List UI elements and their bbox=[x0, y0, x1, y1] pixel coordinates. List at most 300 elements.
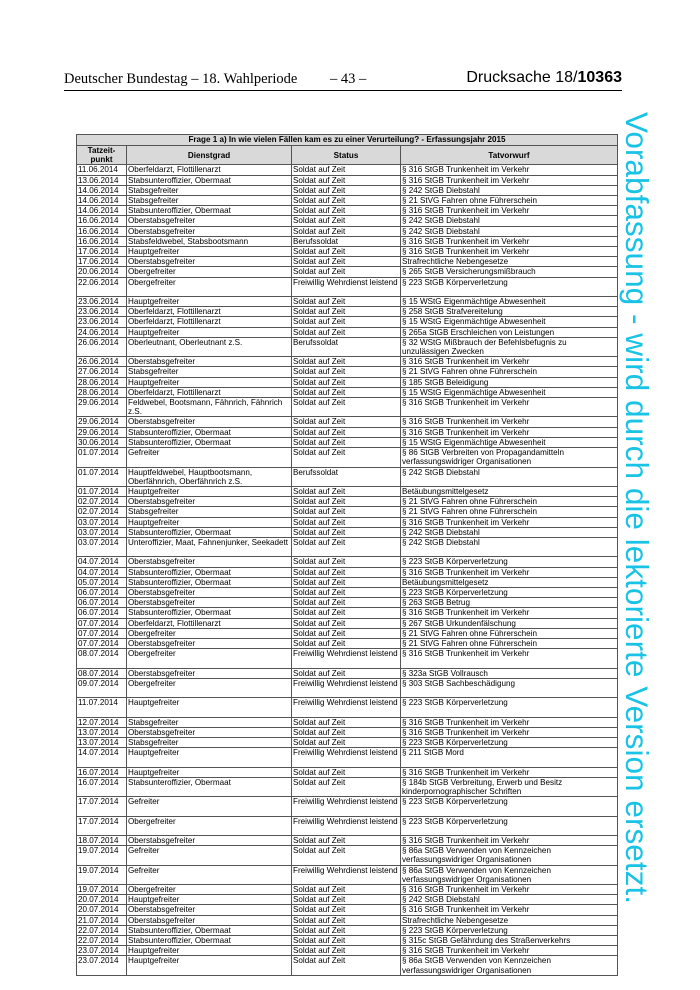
cell-offense: § 21 StVG Fahren ohne Führerschein bbox=[401, 638, 618, 648]
table-row bbox=[77, 486, 618, 496]
cell-rank: Obergefreiter bbox=[127, 649, 292, 668]
cell-rank: Hauptgefreiter bbox=[127, 327, 292, 337]
table-row bbox=[77, 956, 618, 975]
cell-offense: § 242 StGB Diebstahl bbox=[401, 467, 618, 486]
cell-date: 17.06.2014 bbox=[77, 247, 127, 257]
cell-offense: § 316 StGB Trunkenheit im Verkehr bbox=[401, 175, 618, 185]
cell-status: Soldat auf Zeit bbox=[292, 517, 401, 527]
header-left: Deutscher Bundestag – 18. Wahlperiode bbox=[64, 71, 298, 87]
cell-rank: Hauptgefreiter bbox=[127, 297, 292, 307]
table-row bbox=[77, 337, 618, 356]
cell-status: Freiwillig Wehrdienst leistend bbox=[292, 277, 401, 296]
cell-offense: § 242 StGB Diebstahl bbox=[401, 895, 618, 905]
cell-date: 05.07.2014 bbox=[77, 577, 127, 587]
cell-status: Soldat auf Zeit bbox=[292, 846, 401, 865]
cell-date: 16.06.2014 bbox=[77, 226, 127, 236]
cell-rank: Hauptgefreiter bbox=[127, 767, 292, 777]
table-row bbox=[77, 537, 618, 556]
cell-status: Freiwillig Wehrdienst leistend bbox=[292, 698, 401, 717]
cell-status: Soldat auf Zeit bbox=[292, 577, 401, 587]
cell-status: Soldat auf Zeit bbox=[292, 185, 401, 195]
cell-status: Soldat auf Zeit bbox=[292, 327, 401, 337]
table-row bbox=[77, 608, 618, 618]
cell-status: Freiwillig Wehrdienst leistend bbox=[292, 816, 401, 835]
cell-status: Soldat auf Zeit bbox=[292, 497, 401, 507]
table-row bbox=[77, 717, 618, 727]
table-row bbox=[77, 567, 618, 577]
cell-date: 22.06.2014 bbox=[77, 277, 127, 296]
cell-status: Berufssoldat bbox=[292, 236, 401, 246]
cell-rank: Hauptgefreiter bbox=[127, 956, 292, 975]
table-row bbox=[77, 196, 618, 206]
table-body bbox=[77, 165, 618, 975]
cell-date: 17.07.2014 bbox=[77, 797, 127, 816]
cell-status: Soldat auf Zeit bbox=[292, 717, 401, 727]
cell-date: 28.06.2014 bbox=[77, 387, 127, 397]
cell-rank: Stabsunteroffizier, Obermaat bbox=[127, 437, 292, 447]
cell-date: 07.07.2014 bbox=[77, 618, 127, 628]
table-row bbox=[77, 638, 618, 648]
cell-status: Soldat auf Zeit bbox=[292, 587, 401, 597]
cell-status: Soldat auf Zeit bbox=[292, 925, 401, 935]
cell-offense: § 86a StGB Verwenden von Kennzeichen verfassungswidriger Organisationen bbox=[401, 956, 618, 975]
cell-offense: § 316 StGB Trunkenheit im Verkehr bbox=[401, 649, 618, 668]
cell-date: 16.07.2014 bbox=[77, 777, 127, 796]
cell-offense: § 242 StGB Diebstahl bbox=[401, 527, 618, 537]
cell-offense: § 265 StGB Versicherungsmißbrauch bbox=[401, 267, 618, 277]
table-row bbox=[77, 377, 618, 387]
cell-offense: § 86a StGB Verwenden von Kennzeichen verfassungswidriger Organisationen bbox=[401, 846, 618, 865]
cell-rank: Stabsunteroffizier, Obermaat bbox=[127, 777, 292, 796]
cell-date: 28.06.2014 bbox=[77, 377, 127, 387]
table-row bbox=[77, 398, 618, 417]
cell-status: Soldat auf Zeit bbox=[292, 486, 401, 496]
cell-rank: Stabsunteroffizier, Obermaat bbox=[127, 577, 292, 587]
cell-status: Soldat auf Zeit bbox=[292, 628, 401, 638]
cell-status: Soldat auf Zeit bbox=[292, 537, 401, 556]
cell-offense: § 21 StVG Fahren ohne Führerschein bbox=[401, 367, 618, 377]
cell-status: Soldat auf Zeit bbox=[292, 387, 401, 397]
cell-rank: Stabsgefreiter bbox=[127, 367, 292, 377]
cell-rank: Oberstabsgefreiter bbox=[127, 638, 292, 648]
doc-period: 18/ bbox=[555, 69, 578, 86]
cell-date: 11.07.2014 bbox=[77, 698, 127, 717]
cell-rank: Oberstabsgefreiter bbox=[127, 915, 292, 925]
table-row bbox=[77, 925, 618, 935]
cell-offense: Strafrechtliche Nebengesetze bbox=[401, 257, 618, 267]
table-row bbox=[77, 226, 618, 236]
cell-offense: § 21 StVG Fahren ohne Führerschein bbox=[401, 497, 618, 507]
cell-offense: § 316 StGB Trunkenheit im Verkehr bbox=[401, 608, 618, 618]
table-row bbox=[77, 628, 618, 638]
table-row bbox=[77, 946, 618, 956]
cell-status: Soldat auf Zeit bbox=[292, 885, 401, 895]
cell-offense: § 316 StGB Trunkenheit im Verkehr bbox=[401, 836, 618, 846]
cell-offense: § 223 StGB Körperverletzung bbox=[401, 587, 618, 597]
cell-status: Soldat auf Zeit bbox=[292, 175, 401, 185]
cell-offense: § 316 StGB Trunkenheit im Verkehr bbox=[401, 905, 618, 915]
table-row bbox=[77, 236, 618, 246]
doc-number-bold: 10363 bbox=[577, 69, 622, 86]
cell-date: 13.07.2014 bbox=[77, 727, 127, 737]
cell-offense: § 15 WStG Eigenmächtige Abwesenheit bbox=[401, 317, 618, 327]
cell-status: Soldat auf Zeit bbox=[292, 956, 401, 975]
document-number bbox=[466, 69, 622, 87]
watermark-text: Vorabfassung - wird durch die lektorierte Version ersetzt. bbox=[619, 112, 655, 902]
cell-rank: Hauptgefreiter bbox=[127, 895, 292, 905]
cell-rank: Hauptgefreiter bbox=[127, 698, 292, 717]
cell-rank: Hauptgefreiter bbox=[127, 748, 292, 767]
col-header-offense: Tatvorwurf bbox=[401, 146, 618, 165]
cell-rank: Stabsunteroffizier, Obermaat bbox=[127, 206, 292, 216]
cell-date: 01.07.2014 bbox=[77, 467, 127, 486]
cell-offense: § 242 StGB Diebstahl bbox=[401, 216, 618, 226]
cell-date: 11.06.2014 bbox=[77, 165, 127, 175]
cell-offense: § 242 StGB Diebstahl bbox=[401, 537, 618, 556]
cell-date: 23.07.2014 bbox=[77, 956, 127, 975]
cell-offense: § 315c StGB Gefährdung des Straßenverkehrs bbox=[401, 936, 618, 946]
cell-rank: Oberstabsgefreiter bbox=[127, 216, 292, 226]
cell-date: 19.07.2014 bbox=[77, 865, 127, 884]
cell-status: Soldat auf Zeit bbox=[292, 398, 401, 417]
cell-status: Soldat auf Zeit bbox=[292, 767, 401, 777]
cell-status: Soldat auf Zeit bbox=[292, 377, 401, 387]
table-row bbox=[77, 895, 618, 905]
cell-offense: § 15 WStG Eigenmächtige Abwesenheit bbox=[401, 297, 618, 307]
cell-date: 29.06.2014 bbox=[77, 398, 127, 417]
cell-date: 01.07.2014 bbox=[77, 448, 127, 467]
cell-date: 03.07.2014 bbox=[77, 527, 127, 537]
cell-offense: § 316 StGB Trunkenheit im Verkehr bbox=[401, 206, 618, 216]
table-row bbox=[77, 557, 618, 567]
cell-status: Soldat auf Zeit bbox=[292, 257, 401, 267]
cell-status: Berufssoldat bbox=[292, 337, 401, 356]
cell-date: 17.06.2014 bbox=[77, 257, 127, 267]
table-row bbox=[77, 797, 618, 816]
cell-rank: Stabsgefreiter bbox=[127, 717, 292, 727]
cell-date: 20.06.2014 bbox=[77, 267, 127, 277]
table-row bbox=[77, 497, 618, 507]
table-row bbox=[77, 307, 618, 317]
cell-offense: § 316 StGB Trunkenheit im Verkehr bbox=[401, 247, 618, 257]
table-row bbox=[77, 649, 618, 668]
cell-date: 23.06.2014 bbox=[77, 307, 127, 317]
cell-offense: § 316 StGB Trunkenheit im Verkehr bbox=[401, 427, 618, 437]
cell-date: 22.07.2014 bbox=[77, 925, 127, 935]
cell-rank: Hauptgefreiter bbox=[127, 946, 292, 956]
page-number: – 43 – bbox=[330, 71, 367, 87]
table-row bbox=[77, 257, 618, 267]
table-row bbox=[77, 527, 618, 537]
cell-offense: § 316 StGB Trunkenheit im Verkehr bbox=[401, 946, 618, 956]
cell-rank: Hauptgefreiter bbox=[127, 247, 292, 257]
table-row bbox=[77, 846, 618, 865]
cell-status: Soldat auf Zeit bbox=[292, 226, 401, 236]
cell-offense: § 223 StGB Körperverletzung bbox=[401, 816, 618, 835]
cell-date: 27.06.2014 bbox=[77, 367, 127, 377]
cell-rank: Oberstabsgefreiter bbox=[127, 497, 292, 507]
cell-offense: § 185 StGB Beleidigung bbox=[401, 377, 618, 387]
cell-offense: § 21 StVG Fahren ohne Führerschein bbox=[401, 628, 618, 638]
cell-date: 08.07.2014 bbox=[77, 668, 127, 678]
cell-date: 20.07.2014 bbox=[77, 895, 127, 905]
table-row bbox=[77, 598, 618, 608]
cell-offense: § 265a StGB Erschleichen von Leistungen bbox=[401, 327, 618, 337]
cell-rank: Oberleutnant, Oberleutnant z.S. bbox=[127, 337, 292, 356]
cell-date: 02.07.2014 bbox=[77, 497, 127, 507]
cell-date: 04.07.2014 bbox=[77, 567, 127, 577]
cell-rank: Oberstabsgefreiter bbox=[127, 836, 292, 846]
table-row bbox=[77, 206, 618, 216]
cell-rank: Oberstabsgefreiter bbox=[127, 226, 292, 236]
cell-offense: Strafrechtliche Nebengesetze bbox=[401, 915, 618, 925]
cell-status: Soldat auf Zeit bbox=[292, 608, 401, 618]
cell-status: Soldat auf Zeit bbox=[292, 567, 401, 577]
cell-date: 24.06.2014 bbox=[77, 327, 127, 337]
cell-status: Soldat auf Zeit bbox=[292, 307, 401, 317]
cell-date: 29.06.2014 bbox=[77, 427, 127, 437]
table-row bbox=[77, 165, 618, 175]
table-row bbox=[77, 618, 618, 628]
col-header-rank: Dienstgrad bbox=[127, 146, 292, 165]
cell-offense: § 211 StGB Mord bbox=[401, 748, 618, 767]
cell-rank: Oberstabsgefreiter bbox=[127, 357, 292, 367]
cell-rank: Stabsunteroffizier, Obermaat bbox=[127, 527, 292, 537]
cell-date: 19.07.2014 bbox=[77, 885, 127, 895]
cell-offense: § 21 StVG Fahren ohne Führerschein bbox=[401, 507, 618, 517]
cell-status: Soldat auf Zeit bbox=[292, 638, 401, 648]
table-row bbox=[77, 936, 618, 946]
cell-rank: Stabsgefreiter bbox=[127, 737, 292, 747]
table-row bbox=[77, 816, 618, 835]
cell-rank: Oberstabsgefreiter bbox=[127, 727, 292, 737]
cell-offense: § 316 StGB Trunkenheit im Verkehr bbox=[401, 767, 618, 777]
table-row bbox=[77, 437, 618, 447]
cell-offense: § 303 StGB Sachbeschädigung bbox=[401, 678, 618, 697]
table-row bbox=[77, 678, 618, 697]
cell-offense: § 316 StGB Trunkenheit im Verkehr bbox=[401, 398, 618, 417]
cell-status: Soldat auf Zeit bbox=[292, 437, 401, 447]
cell-date: 29.06.2014 bbox=[77, 417, 127, 427]
cell-date: 03.07.2014 bbox=[77, 517, 127, 527]
cell-date: 13.07.2014 bbox=[77, 737, 127, 747]
cell-rank: Oberstabsgefreiter bbox=[127, 668, 292, 678]
cell-offense: § 223 StGB Körperverletzung bbox=[401, 737, 618, 747]
cell-rank: Hauptgefreiter bbox=[127, 517, 292, 527]
cell-offense: § 316 StGB Trunkenheit im Verkehr bbox=[401, 517, 618, 527]
table-row bbox=[77, 737, 618, 747]
cell-rank: Obergefreiter bbox=[127, 816, 292, 835]
table-row bbox=[77, 357, 618, 367]
table-row bbox=[77, 277, 618, 296]
table-row bbox=[77, 577, 618, 587]
cell-offense: § 15 WStG Eigenmächtige Abwesenheit bbox=[401, 437, 618, 447]
cell-status: Soldat auf Zeit bbox=[292, 598, 401, 608]
cell-rank: Stabsunteroffizier, Obermaat bbox=[127, 427, 292, 437]
cell-status: Soldat auf Zeit bbox=[292, 905, 401, 915]
cell-rank: Stabsunteroffizier, Obermaat bbox=[127, 175, 292, 185]
table-row bbox=[77, 865, 618, 884]
cell-date: 20.07.2014 bbox=[77, 905, 127, 915]
cell-rank: Oberstabsgefreiter bbox=[127, 587, 292, 597]
cell-status: Soldat auf Zeit bbox=[292, 206, 401, 216]
cell-date: 22.07.2014 bbox=[77, 936, 127, 946]
col-header-date: Tatzeit-punkt bbox=[77, 146, 127, 165]
cell-offense: § 323a StGB Vollrausch bbox=[401, 668, 618, 678]
table-row bbox=[77, 507, 618, 517]
cell-offense: § 316 StGB Trunkenheit im Verkehr bbox=[401, 236, 618, 246]
cell-date: 13.06.2014 bbox=[77, 175, 127, 185]
cell-status: Freiwillig Wehrdienst leistend bbox=[292, 678, 401, 697]
cell-offense: § 316 StGB Trunkenheit im Verkehr bbox=[401, 417, 618, 427]
cell-offense: § 316 StGB Trunkenheit im Verkehr bbox=[401, 717, 618, 727]
cell-offense: § 32 WStG Mißbrauch der Befehlsbefugnis zu unzulässigen Zwecken bbox=[401, 337, 618, 356]
cell-rank: Obergefreiter bbox=[127, 267, 292, 277]
cell-rank: Stabsunteroffizier, Obermaat bbox=[127, 925, 292, 935]
cell-rank: Oberfeldarzt, Flottillenarzt bbox=[127, 307, 292, 317]
cell-offense: § 316 StGB Trunkenheit im Verkehr bbox=[401, 357, 618, 367]
cell-offense: § 223 StGB Körperverletzung bbox=[401, 698, 618, 717]
cell-date: 14.07.2014 bbox=[77, 748, 127, 767]
table-row bbox=[77, 517, 618, 527]
table-row bbox=[77, 267, 618, 277]
table-row bbox=[77, 885, 618, 895]
table-row bbox=[77, 247, 618, 257]
cell-date: 07.07.2014 bbox=[77, 628, 127, 638]
cell-rank: Stabsgefreiter bbox=[127, 196, 292, 206]
table-row bbox=[77, 767, 618, 777]
cell-offense: § 223 StGB Körperverletzung bbox=[401, 557, 618, 567]
table-row bbox=[77, 387, 618, 397]
cell-date: 30.06.2014 bbox=[77, 437, 127, 447]
cell-date: 19.07.2014 bbox=[77, 846, 127, 865]
cell-offense: § 15 WStG Eigenmächtige Abwesenheit bbox=[401, 387, 618, 397]
cell-offense: Betäubungsmittelgesetz bbox=[401, 577, 618, 587]
table-row bbox=[77, 727, 618, 737]
cell-status: Soldat auf Zeit bbox=[292, 527, 401, 537]
cell-rank: Hauptgefreiter bbox=[127, 377, 292, 387]
cell-rank: Gefreiter bbox=[127, 448, 292, 467]
cell-status: Soldat auf Zeit bbox=[292, 618, 401, 628]
cell-status: Soldat auf Zeit bbox=[292, 836, 401, 846]
cell-status: Soldat auf Zeit bbox=[292, 357, 401, 367]
cell-rank: Gefreiter bbox=[127, 865, 292, 884]
cell-date: 04.07.2014 bbox=[77, 557, 127, 567]
cell-date: 07.07.2014 bbox=[77, 638, 127, 648]
cell-status: Soldat auf Zeit bbox=[292, 936, 401, 946]
table-row bbox=[77, 216, 618, 226]
cell-status: Berufssoldat bbox=[292, 467, 401, 486]
table-row bbox=[77, 367, 618, 377]
cell-offense: § 223 StGB Körperverletzung bbox=[401, 797, 618, 816]
table-row bbox=[77, 668, 618, 678]
cell-offense: Betäubungsmittelgesetz bbox=[401, 486, 618, 496]
cell-status: Soldat auf Zeit bbox=[292, 216, 401, 226]
cell-date: 16.07.2014 bbox=[77, 767, 127, 777]
cell-date: 17.07.2014 bbox=[77, 816, 127, 835]
table-row bbox=[77, 698, 618, 717]
cell-offense: § 316 StGB Trunkenheit im Verkehr bbox=[401, 165, 618, 175]
cell-status: Soldat auf Zeit bbox=[292, 777, 401, 796]
cell-rank: Oberfeldarzt, Flottillenarzt bbox=[127, 387, 292, 397]
cell-offense: § 316 StGB Trunkenheit im Verkehr bbox=[401, 567, 618, 577]
cell-date: 06.07.2014 bbox=[77, 608, 127, 618]
table-row bbox=[77, 417, 618, 427]
cell-offense: § 267 StGB Urkundenfälschung bbox=[401, 618, 618, 628]
cell-status: Soldat auf Zeit bbox=[292, 557, 401, 567]
cell-status: Soldat auf Zeit bbox=[292, 727, 401, 737]
cell-status: Soldat auf Zeit bbox=[292, 196, 401, 206]
cell-status: Freiwillig Wehrdienst leistend bbox=[292, 797, 401, 816]
cell-date: 16.06.2014 bbox=[77, 236, 127, 246]
cell-status: Soldat auf Zeit bbox=[292, 317, 401, 327]
cell-offense: § 242 StGB Diebstahl bbox=[401, 185, 618, 195]
cell-offense: § 316 StGB Trunkenheit im Verkehr bbox=[401, 727, 618, 737]
cell-status: Soldat auf Zeit bbox=[292, 247, 401, 257]
cell-rank: Unteroffizier, Maat, Fahnenjunker, Seekadett bbox=[127, 537, 292, 556]
cell-offense: § 21 StVG Fahren ohne Führerschein bbox=[401, 196, 618, 206]
cell-rank: Feldwebel, Bootsmann, Fähnrich, Fähnrich z.S. bbox=[127, 398, 292, 417]
cell-status: Soldat auf Zeit bbox=[292, 297, 401, 307]
table-row bbox=[77, 587, 618, 597]
col-header-status: Status bbox=[292, 146, 401, 165]
cell-offense: § 223 StGB Körperverletzung bbox=[401, 925, 618, 935]
cell-status: Soldat auf Zeit bbox=[292, 668, 401, 678]
cell-offense: § 263 StGB Betrug bbox=[401, 598, 618, 608]
cell-rank: Stabsunteroffizier, Obermaat bbox=[127, 936, 292, 946]
cell-rank: Obergefreiter bbox=[127, 628, 292, 638]
cell-date: 06.07.2014 bbox=[77, 598, 127, 608]
cell-offense: § 258 StGB Strafvereitelung bbox=[401, 307, 618, 317]
cell-status: Soldat auf Zeit bbox=[292, 427, 401, 437]
cell-status: Soldat auf Zeit bbox=[292, 417, 401, 427]
cell-date: 26.06.2014 bbox=[77, 357, 127, 367]
cell-offense: § 184b StGB Verbreitung, Erwerb und Besitz kinderpornographischer Schriften bbox=[401, 777, 618, 796]
cell-date: 21.07.2014 bbox=[77, 915, 127, 925]
table-title: Frage 1 a) In wie vielen Fällen kam es zu einer Verurteilung? - Erfassungsjahr 2015 bbox=[77, 135, 618, 146]
table-row bbox=[77, 915, 618, 925]
cell-rank: Gefreiter bbox=[127, 846, 292, 865]
cell-rank: Obergefreiter bbox=[127, 885, 292, 895]
cell-date: 16.06.2014 bbox=[77, 216, 127, 226]
conviction-table bbox=[76, 134, 618, 976]
cell-date: 23.06.2014 bbox=[77, 297, 127, 307]
cell-status: Freiwillig Wehrdienst leistend bbox=[292, 649, 401, 668]
cell-date: 12.07.2014 bbox=[77, 717, 127, 727]
cell-date: 08.07.2014 bbox=[77, 649, 127, 668]
table-row bbox=[77, 427, 618, 437]
cell-status: Soldat auf Zeit bbox=[292, 895, 401, 905]
table-row bbox=[77, 777, 618, 796]
cell-date: 03.07.2014 bbox=[77, 537, 127, 556]
cell-date: 14.06.2014 bbox=[77, 196, 127, 206]
cell-rank: Oberstabsgefreiter bbox=[127, 905, 292, 915]
cell-offense: § 316 StGB Trunkenheit im Verkehr bbox=[401, 885, 618, 895]
cell-rank: Oberstabsgefreiter bbox=[127, 557, 292, 567]
cell-rank: Hauptgefreiter bbox=[127, 486, 292, 496]
cell-rank: Oberstabsgefreiter bbox=[127, 257, 292, 267]
cell-offense: § 86a StGB Verwenden von Kennzeichen verfassungswidriger Organisationen bbox=[401, 865, 618, 884]
cell-date: 26.06.2014 bbox=[77, 337, 127, 356]
cell-status: Soldat auf Zeit bbox=[292, 507, 401, 517]
table-row bbox=[77, 467, 618, 486]
header-rule bbox=[64, 90, 622, 91]
cell-rank: Gefreiter bbox=[127, 797, 292, 816]
cell-rank: Obergefreiter bbox=[127, 678, 292, 697]
cell-status: Soldat auf Zeit bbox=[292, 448, 401, 467]
cell-status: Soldat auf Zeit bbox=[292, 367, 401, 377]
table-row bbox=[77, 185, 618, 195]
